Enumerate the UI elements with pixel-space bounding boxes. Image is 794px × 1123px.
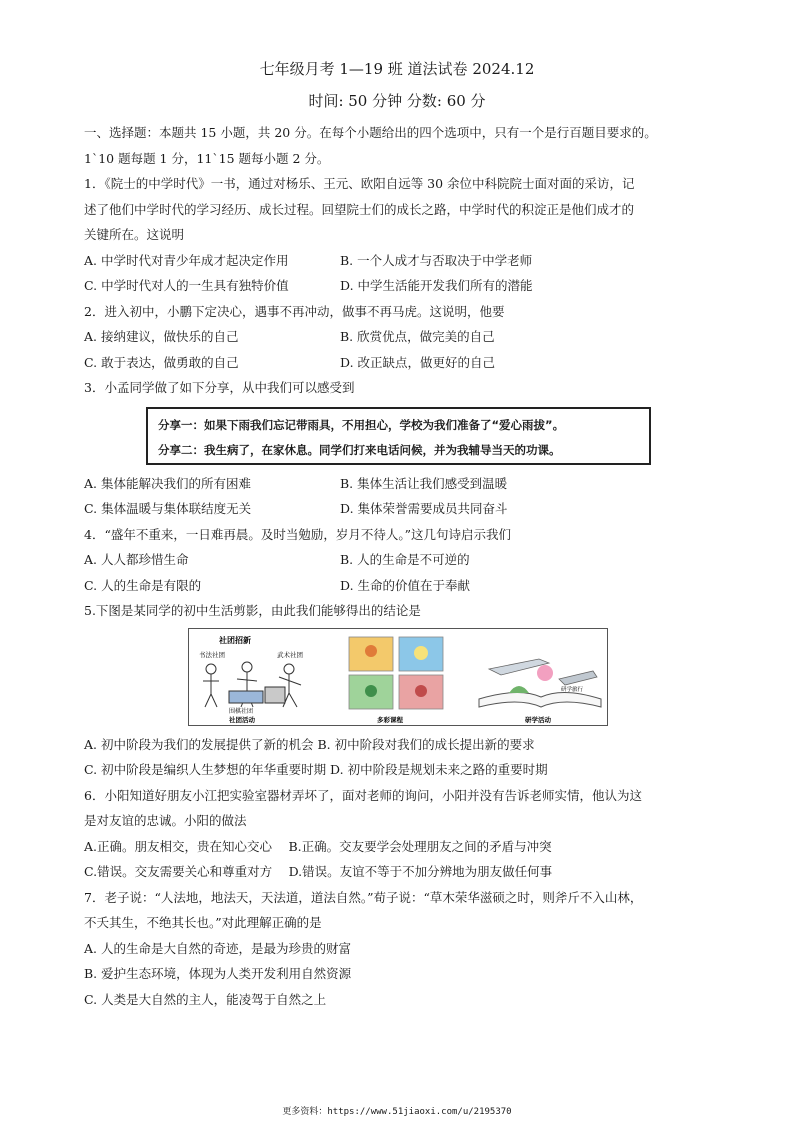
q6-stem-line2: 是对友谊的忠诚。小阳的做法 xyxy=(84,813,247,828)
q6-options-cd: C.错误。交友需要关心和尊重对方 D.错误。友谊不等于不加分辨地为朋友做任何事 xyxy=(84,864,553,879)
q7-stem-line1: 7．老子说：“人法地，地法天，天法道，道法自然。”荀子说：“草木荣华滋硕之时，则斧斤不入山林， xyxy=(84,889,643,905)
q1-options-ab xyxy=(84,248,718,274)
q6-options-ab: A.正确。朋友相交，贵在知心交心 B.正确。交友要学会处理朋友之间的矛盾与冲突 xyxy=(84,838,552,854)
q3-option-d: D. 集体荣誉需要成员共同奋斗 xyxy=(340,501,508,516)
q3-share-two: 分享二：我生病了，在家休息。同学们打来电话问候，并为我辅导当天的功课。 xyxy=(158,442,561,457)
q4-options-ab xyxy=(84,547,718,573)
q7-option-c: C. 人类是大自然的主人，能凌驾于自然之上 xyxy=(84,991,327,1007)
q3-share-one: 分享一：如果下雨我们忘记带雨具，不用担心，学校为我们准备了“爱心雨拔”。 xyxy=(158,417,565,432)
q1-option-b: B. 一个人成才与否取决于中学老师 xyxy=(340,252,533,268)
q4-stem: 4．“盛年不重来，一日难再晨。及时当勉励，岁月不待人。”这几句诗启示我们 xyxy=(84,526,511,542)
fig-label-club-recruit: 社团招新 xyxy=(219,635,251,645)
fig-label-martial: 武术社团 xyxy=(277,650,303,659)
q3-option-c: C. 集体温暖与集体联结度无关 xyxy=(84,501,252,516)
q3-option-a: A. 集体能解决我们的所有困难 xyxy=(84,475,251,491)
q3-option-b: B. 集体生活让我们感受到温暖 xyxy=(340,475,508,491)
q4-option-a: A. 人人都珍惜生命 xyxy=(84,552,189,567)
q5-stem: 5.下图是某同学的初中生活剪影，由此我们能够得出的结论是 xyxy=(84,603,421,618)
courses-grid-drawing xyxy=(349,637,443,709)
exam-time-score: 时间: 50 分钟 分数: 60 分 xyxy=(308,92,486,110)
q1-option-c: C. 中学时代对人的一生具有独特价值 xyxy=(84,278,289,293)
fig-caption-club: 社团活动 xyxy=(229,715,255,724)
section-instructions-line1: 一、选择题：本题共 15 小题，共 20 分。在每个小题给出的四个选项中，只有一个是行百题目要求的。 xyxy=(84,125,657,140)
fig-label-calligraphy: 书法社团 xyxy=(199,650,225,659)
exam-body xyxy=(84,120,718,1012)
q7-stem-line2: 不夭其生，不绝其长也。”对此理解正确的是 xyxy=(84,915,322,930)
q3-options-cd xyxy=(84,496,718,522)
fig-label-book: 研学旅行 xyxy=(561,686,584,693)
q4-options-cd xyxy=(84,573,718,599)
q6-stem-line1: 6．小阳知道好朋友小江把实验室器材弄坏了，面对老师的询问，小阳并没有告诉老师实情，他认为这 xyxy=(84,787,642,803)
section-instructions-line2: 1`10 题每题 1 分，11`15 题每小题 2 分。 xyxy=(84,150,330,166)
q3-share-box xyxy=(146,407,651,465)
q1-options-cd xyxy=(84,273,718,299)
q1-stem-line1: 1．《院士的中学时代》一书，通过对杨乐、王元、欧阳自远等 30 余位中科院院士面对面的采访，记 xyxy=(84,176,635,191)
exam-title: 七年级月考 1—19 班 道法试卷 2024.12 xyxy=(259,60,535,78)
q2-options-cd xyxy=(84,350,718,376)
q1-stem-line3: 关键所在。这说明 xyxy=(84,227,185,242)
q2-option-a: A. 接纳建议，做快乐的自己 xyxy=(84,329,239,344)
q1-option-a: A. 中学时代对青少年成才起决定作用 xyxy=(84,252,289,268)
footer-link-text: 更多资料：https://www.51jiaoxi.com/u/2195370 xyxy=(282,1107,512,1117)
q4-option-c: C. 人的生命是有限的 xyxy=(84,577,202,593)
q2-options-ab xyxy=(84,324,718,350)
q4-option-d: D. 生命的价值在于奉献 xyxy=(340,577,471,593)
club-people-drawing xyxy=(203,662,301,707)
q5-options-cd: C. 初中阶段是编织人生梦想的年华重要时期 D. 初中阶段是规划未来之路的重要时期 xyxy=(84,762,548,777)
q5-options-ab: A. 初中阶段为我们的发展提供了新的机会 B. 初中阶段对我们的成长提出新的要求 xyxy=(84,736,535,752)
q2-option-b: B. 欣赏优点，做完美的自己 xyxy=(340,329,495,344)
q5-illustration-drawing xyxy=(189,629,607,725)
q2-option-c: C. 敢于表达，做勇敢的自己 xyxy=(84,354,239,370)
q4-option-b: B. 人的生命是不可逆的 xyxy=(340,552,470,567)
q5-illustration xyxy=(188,628,608,726)
q2-stem: 2．进入初中，小鹏下定决心，遇事不再冲动，做事不再马虎。这说明，他要 xyxy=(84,303,505,319)
q7-option-b: B. 爱护生态环境，体现为人类开发利用自然资源 xyxy=(84,966,352,981)
q2-option-d: D. 改正缺点，做更好的自己 xyxy=(340,354,496,370)
q3-stem: 3．小孟同学做了如下分享，从中我们可以感受到 xyxy=(84,380,355,395)
q7-option-a: A. 人的生命是大自然的奇迹，是最为珍贵的财富 xyxy=(84,940,351,956)
q1-option-d: D. 中学生活能开发我们所有的潜能 xyxy=(340,278,533,293)
fig-caption-courses: 多彩课程 xyxy=(377,715,403,724)
fig-label-go: 围棋社团 xyxy=(229,707,254,715)
q1-stem-line2: 述了他们中学时代的学习经历、成长过程。回望院士们的成长之路，中学时代的积淀正是他们成才的 xyxy=(84,201,635,217)
fig-caption-trip: 研学活动 xyxy=(525,715,551,724)
q3-options-ab xyxy=(84,471,718,497)
study-trip-drawing xyxy=(479,659,601,707)
